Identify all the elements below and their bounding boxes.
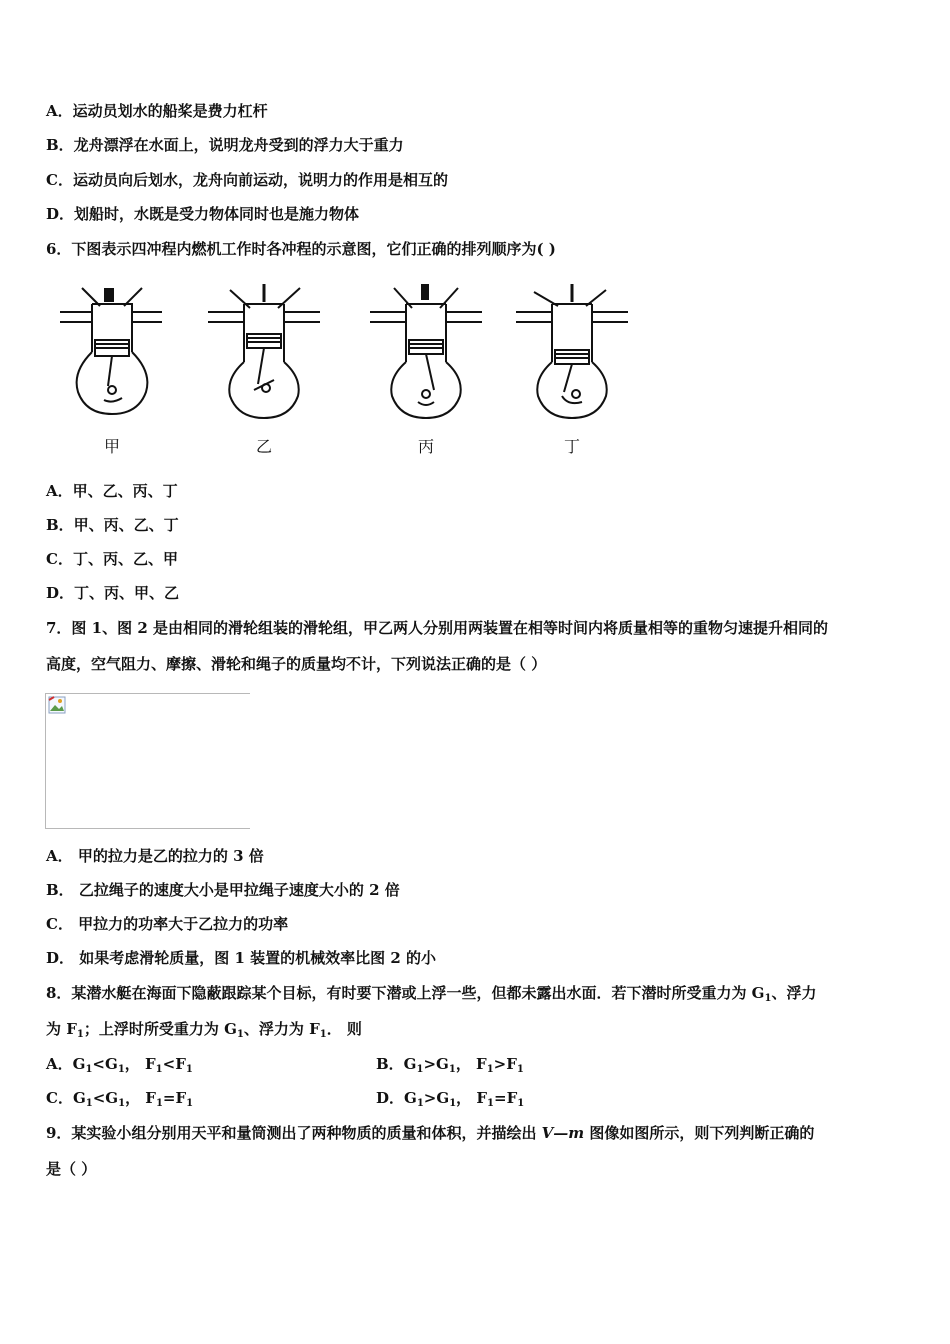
engine-bing	[366, 282, 486, 462]
q6-option-c: C．丁、丙、乙、甲	[46, 550, 178, 568]
q8-options-row1	[46, 1054, 666, 1074]
broken-image-icon	[48, 696, 66, 714]
q8-options-row2	[46, 1088, 666, 1108]
q7-stem-line2: 高度，空气阻力、摩擦、滑轮和绳子的质量均不计，下列说法正确的是（ ）	[46, 655, 547, 673]
q6-option-b: B．甲、丙、乙、丁	[46, 516, 179, 534]
q9-stem-line1: 9．某实验小组分别用天平和量筒测出了两种物质的质量和体积，并描绘出 V—m 图像如图所示，则下列判断正确的	[46, 1124, 815, 1142]
q8-option-c: C．$G_1<G_1$， $F_1=F_1$	[46, 1089, 194, 1109]
q9-stem-line2: 是（ ）	[46, 1160, 97, 1178]
q6-stem: 6．下图表示四冲程内燃机工作时各冲程的示意图，它们正确的排列顺序为( )	[46, 240, 556, 258]
q5-option-b: B．龙舟漂浮在水面上，说明龙舟受到的浮力大于重力	[46, 136, 404, 154]
q8-option-b: B．$G_1>G_1$， $F_1>F_1$	[376, 1055, 524, 1075]
q6-option-d: D．丁、丙、甲、乙	[46, 584, 180, 602]
q5-option-c: C．运动员向后划水，龙舟向前运动，说明力的作用是相互的	[46, 171, 448, 189]
engine-label-bing: 丙	[417, 437, 434, 456]
q8-stem-line2: 为 $F_1$；上浮时所受重力为 $G_1$、浮力为 $F_1$． 则	[46, 1020, 362, 1040]
q7-option-b: B． 乙拉绳子的速度大小是甲拉绳子速度大小的 2 倍	[46, 881, 400, 899]
q7-option-a: A． 甲的拉力是乙的拉力的 3 倍	[46, 847, 264, 865]
q6-option-a: A．甲、乙、丙、丁	[46, 482, 178, 500]
engine-yi	[204, 282, 324, 462]
q8-stem-line1: 8．某潜水艇在海面下隐蔽跟踪某个目标，有时要下潜或上浮一些，但都未露出水面．若下潜时所受重力为 $G_1$、浮力	[46, 984, 817, 1004]
engine-diagram-icon	[204, 282, 324, 432]
broken-image-placeholder	[45, 693, 250, 829]
q7-option-c: C． 甲拉力的功率大于乙拉力的功率	[46, 915, 289, 933]
engine-diagram-icon	[512, 282, 632, 432]
engine-diagram-icon	[366, 282, 486, 432]
engine-label-ding: 丁	[563, 437, 580, 456]
engine-jia	[52, 282, 172, 462]
q8-option-a: A．$G_1<G_1$， $F_1<F_1$	[46, 1055, 193, 1075]
q7-option-d: D． 如果考虑滑轮质量，图 1 装置的机械效率比图 2 的小	[46, 949, 436, 967]
q5-option-d: D．划船时，水既是受力物体同时也是施力物体	[46, 205, 360, 223]
q8-option-d: D．$G_1>G_1$， $F_1=F_1$	[376, 1089, 525, 1109]
engine-label-yi: 乙	[255, 437, 272, 456]
engine-label-jia: 甲	[103, 437, 120, 456]
engine-strokes-figure	[52, 282, 632, 462]
q7-stem-line1: 7．图 1、图 2 是由相同的滑轮组装的滑轮组，甲乙两人分别用两装置在相等时间内将质量相等的重物匀速提升相同的	[46, 619, 828, 637]
engine-diagram-icon	[52, 282, 172, 432]
engine-ding	[512, 282, 632, 462]
q5-option-a: A．运动员划水的船桨是费力杠杆	[46, 102, 268, 120]
